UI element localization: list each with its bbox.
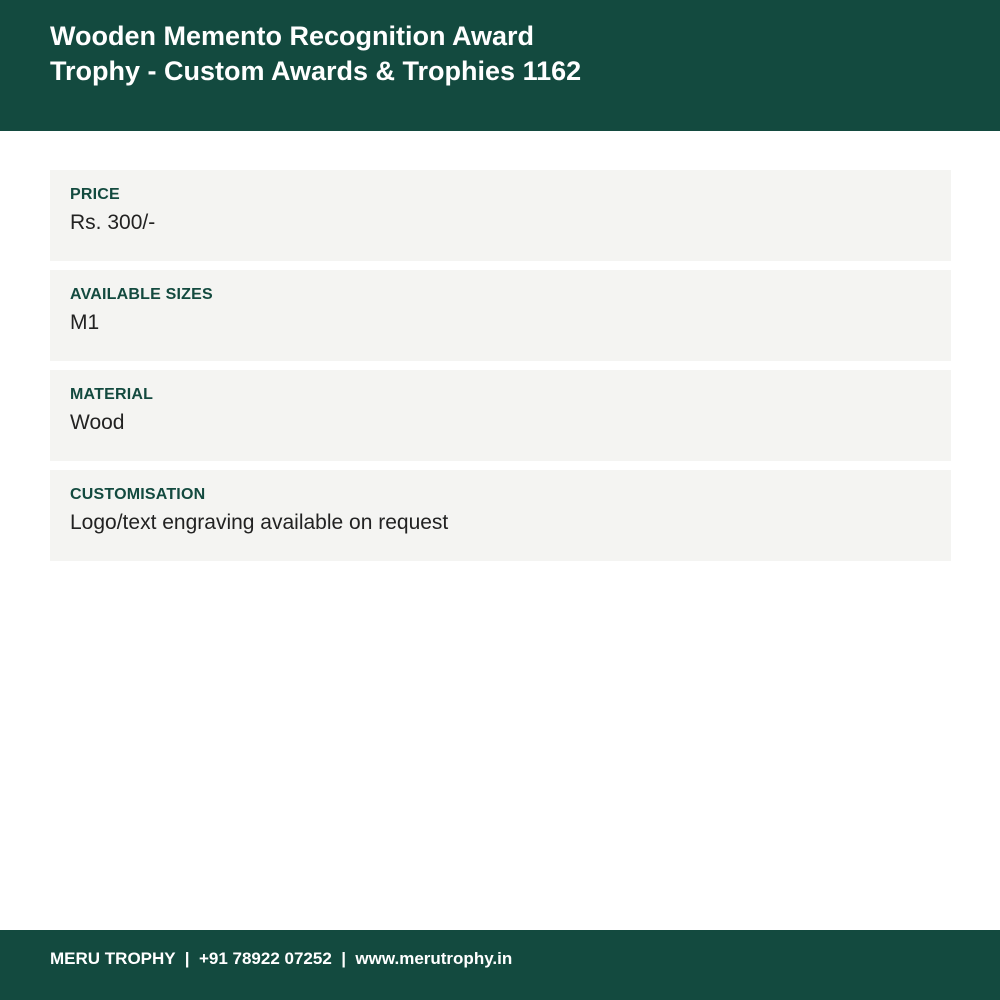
customisation-label: CUSTOMISATION — [70, 486, 206, 503]
material-card — [50, 370, 951, 461]
customisation-value: Logo/text engraving available on request — [70, 511, 449, 534]
available-sizes-card — [50, 270, 951, 361]
footer-contact-text: MERU TROPHY | +91 78922 07252 | www.merutrophy.in — [50, 949, 513, 968]
page-title-line-1: Wooden Memento Recognition Award — [50, 21, 535, 51]
price-value: Rs. 300/- — [70, 211, 156, 234]
available-sizes-label: AVAILABLE SIZES — [70, 286, 213, 303]
header-bar — [0, 0, 1000, 131]
price-label: PRICE — [70, 186, 120, 203]
material-value: Wood — [70, 411, 125, 434]
product-details-list — [50, 170, 951, 570]
material-label: MATERIAL — [70, 386, 154, 403]
page-title — [50, 19, 670, 89]
price-card — [50, 170, 951, 261]
page-title-line-2: Trophy - Custom Awards & Trophies 1162 — [50, 56, 582, 86]
available-sizes-value: M1 — [70, 311, 100, 334]
customisation-card — [50, 470, 951, 561]
